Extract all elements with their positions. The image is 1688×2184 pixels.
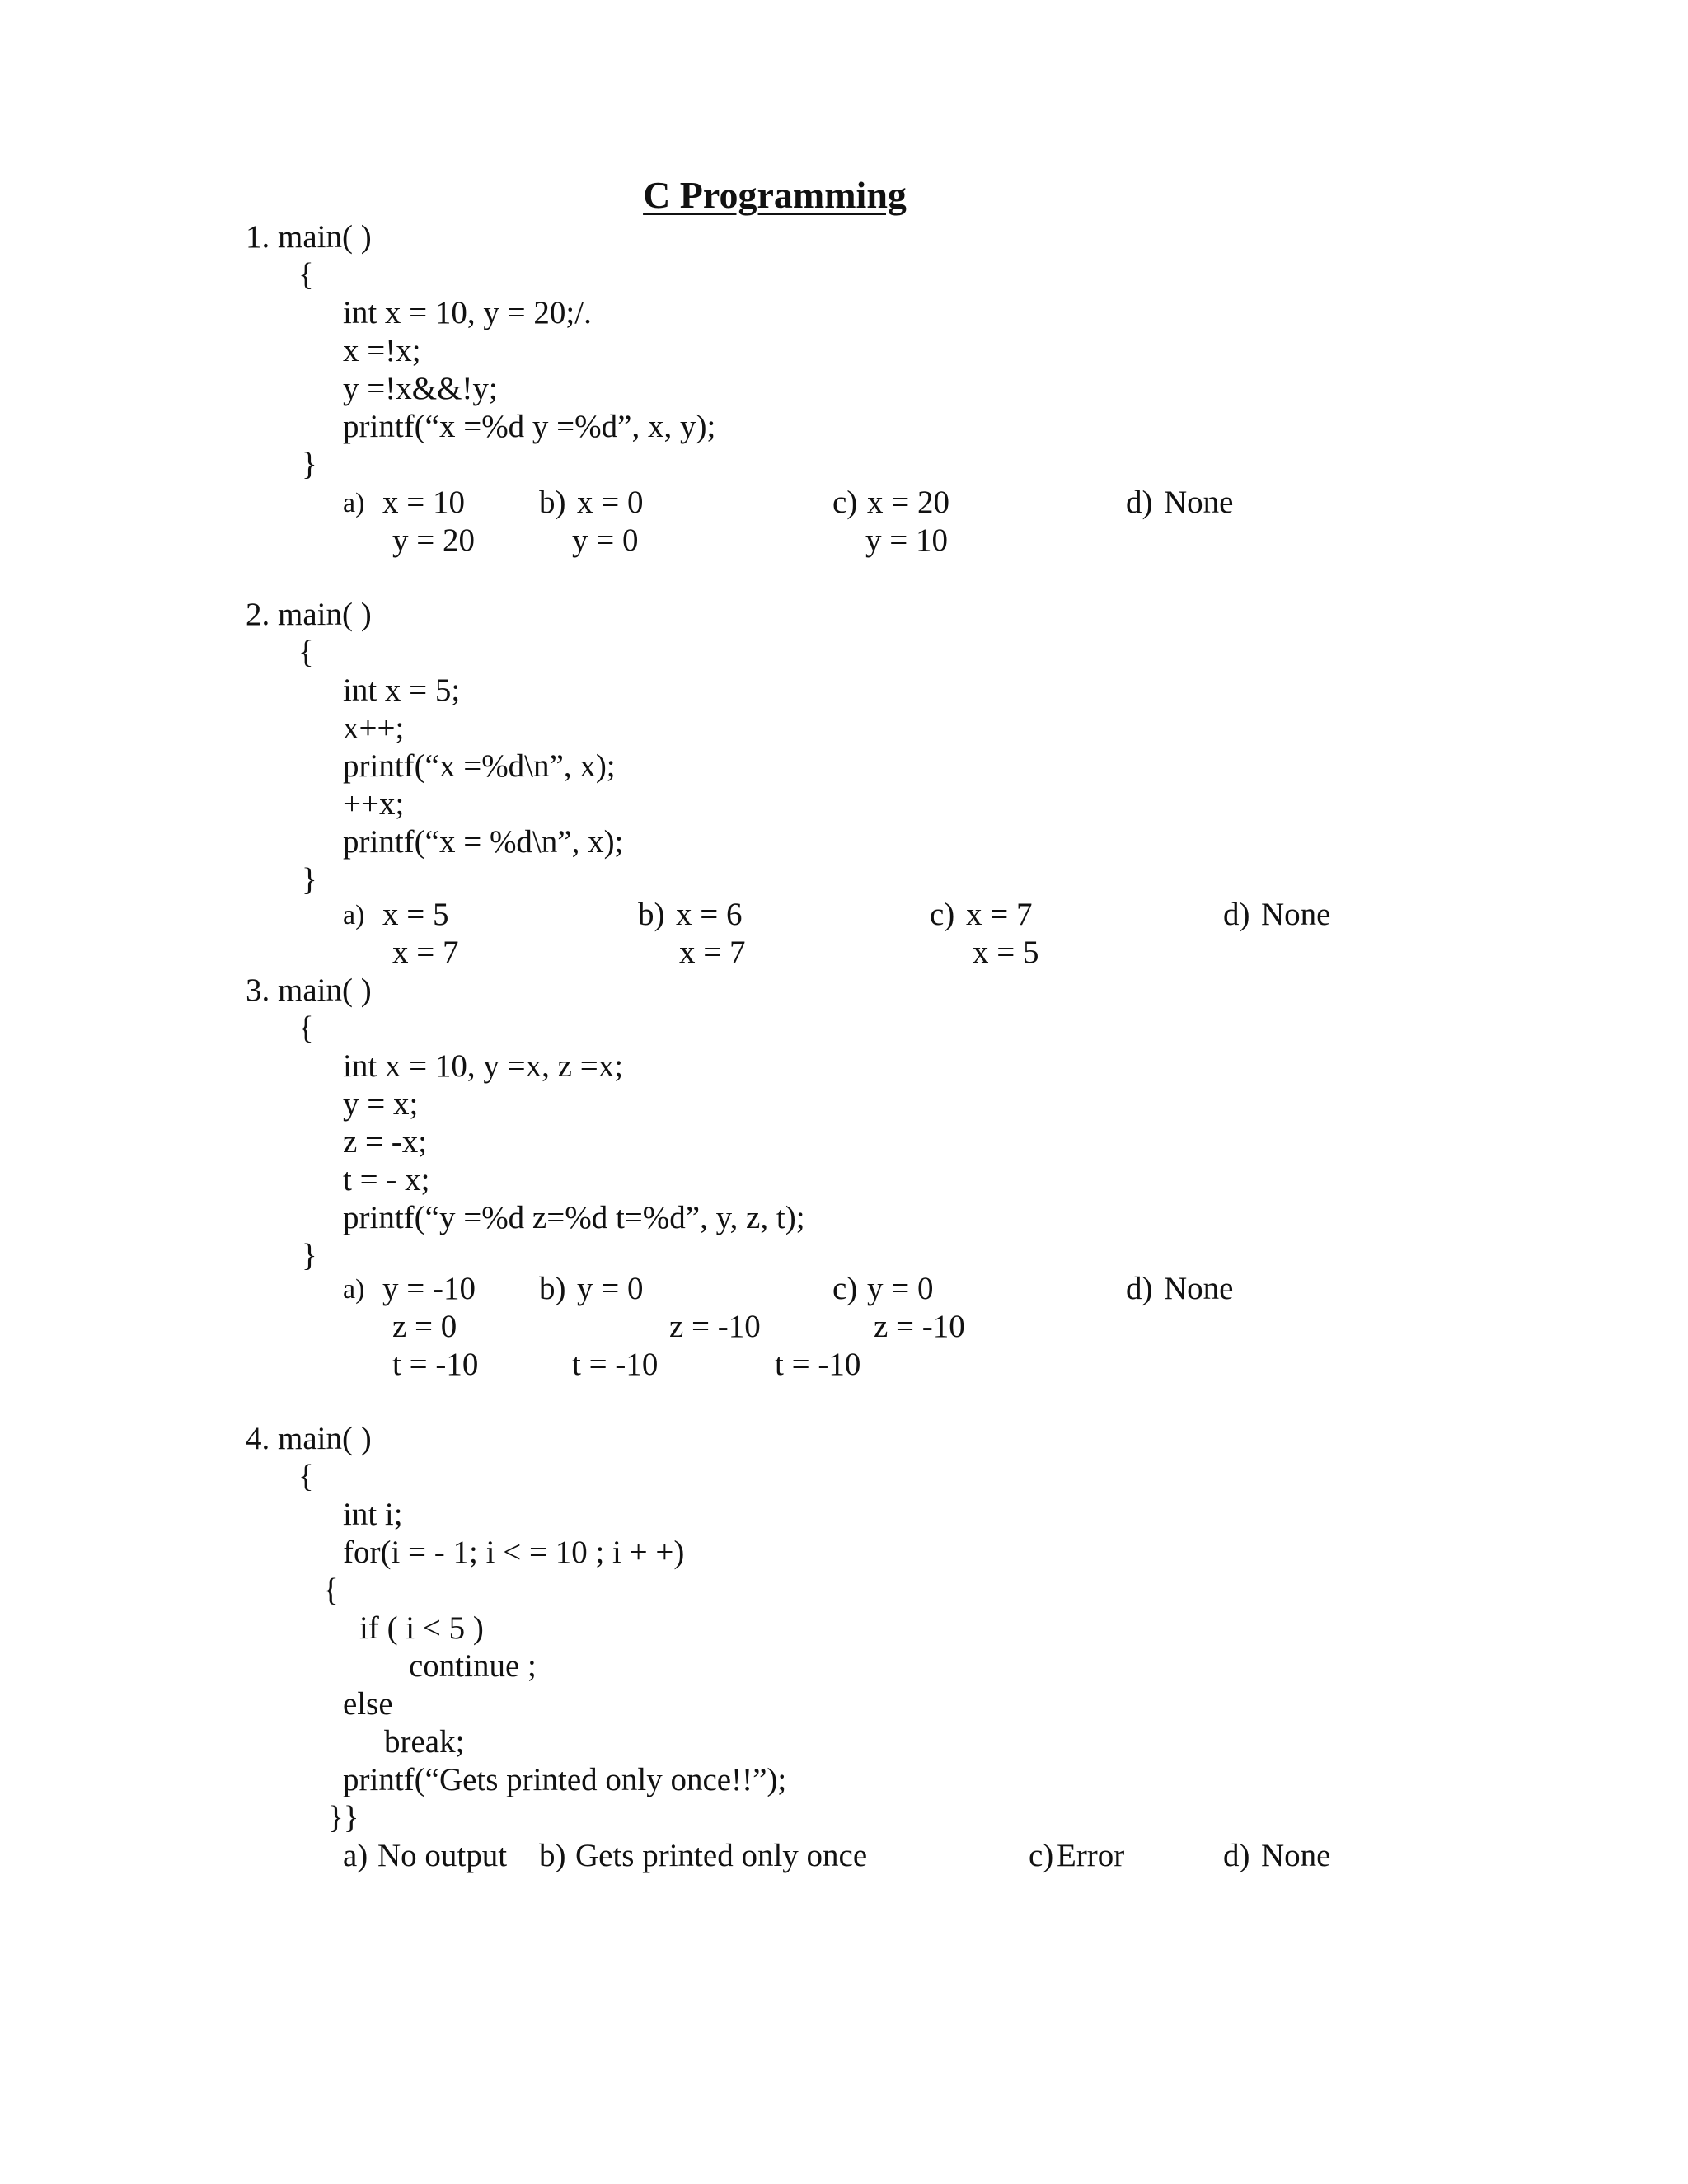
option-d-label: d) [1126,485,1153,520]
code-line: x++; [343,710,405,746]
option-b-line: x = 6 [676,897,743,932]
option-b-line: z = -10 [669,1309,761,1344]
option-c-line: z = -10 [874,1309,965,1344]
option-a-line: x = 7 [392,935,459,970]
option-b-line: y = 0 [572,523,639,558]
option-a-line: x = 5 [382,897,449,932]
option-a-label: a) [343,488,365,518]
option-d-line: None [1261,1838,1331,1873]
option-b-line: t = -10 [572,1347,659,1382]
code-line: z = -x; [343,1124,428,1160]
option-a-line: No output [377,1838,508,1873]
option-a-line: z = 0 [392,1309,457,1344]
open-brace: { [298,635,314,670]
option-b-line: x = 7 [679,935,746,970]
option-a-line: x = 10 [382,485,465,520]
code-line: break; [384,1724,465,1760]
question-header: 1. main( ) [246,219,372,255]
open-brace: { [298,1010,314,1046]
code-line: printf(“x = %d\n”, x); [343,824,624,860]
code-line: int i; [343,1497,403,1532]
option-d-label: d) [1223,1838,1250,1873]
option-c-label: c) [930,897,955,932]
option-d-line: None [1164,1271,1234,1306]
option-a-label: a) [343,1838,368,1873]
option-c-line: x = 5 [973,935,1039,970]
option-c-line: y = 0 [867,1271,934,1306]
open-brace: { [298,257,314,293]
question-header: 4. main( ) [246,1421,372,1456]
option-d-line: None [1261,897,1331,932]
code-line: t = - x; [343,1162,430,1197]
close-brace: } [302,1238,317,1273]
option-a-label: a) [343,900,365,930]
option-c-label: c) [1029,1838,1054,1873]
option-c-line: x = 20 [867,485,950,520]
code-line: continue ; [409,1648,537,1684]
code-line: }} [328,1800,359,1835]
code-line: int x = 10, y =x, z =x; [343,1048,624,1084]
code-line: printf(“y =%d z=%d t=%d”, y, z, t); [343,1200,805,1235]
option-b-label: b) [539,485,566,520]
code-line: else [343,1686,393,1722]
code-line: int x = 5; [343,673,461,708]
option-a-label: a) [343,1274,365,1305]
option-b-label: b) [539,1271,566,1306]
page-title: C Programming [643,174,907,216]
option-c-line: x = 7 [966,897,1033,932]
option-d-line: None [1164,485,1234,520]
code-line: ++x; [343,786,405,822]
option-c-label: c) [832,485,858,520]
option-a-line: y = -10 [382,1271,476,1306]
code-line: y = x; [343,1086,419,1122]
option-b-line: Gets printed only once [575,1838,868,1873]
option-a-line: y = 20 [392,523,475,558]
option-d-label: d) [1126,1271,1153,1306]
option-b-label: b) [539,1838,566,1873]
question-header: 3. main( ) [246,972,372,1008]
code-line: printf(“Gets printed only once!!”); [343,1762,787,1797]
code-line: x =!x; [343,333,421,368]
close-brace: } [302,447,317,482]
question-header: 2. main( ) [246,597,372,632]
code-line: { [323,1572,339,1608]
option-b-line: y = 0 [577,1271,644,1306]
option-a-line: t = -10 [392,1347,479,1382]
option-c-line: t = -10 [775,1347,861,1382]
option-c-label: c) [832,1271,858,1306]
option-b-line: x = 0 [577,485,644,520]
option-c-line: Error [1057,1838,1125,1873]
close-brace: } [302,862,317,898]
code-line: y =!x&&!y; [343,371,498,406]
option-c-line: y = 10 [865,523,948,558]
code-line: if ( i < 5 ) [359,1610,484,1646]
code-line: int x = 10, y = 20;/. [343,295,592,330]
open-brace: { [298,1459,314,1494]
code-line: printf(“x =%d y =%d”, x, y); [343,409,716,444]
code-line: for(i = - 1; i < = 10 ; i + +) [343,1535,685,1570]
code-line: printf(“x =%d\n”, x); [343,748,616,784]
option-d-label: d) [1223,897,1250,932]
option-b-label: b) [638,897,665,932]
